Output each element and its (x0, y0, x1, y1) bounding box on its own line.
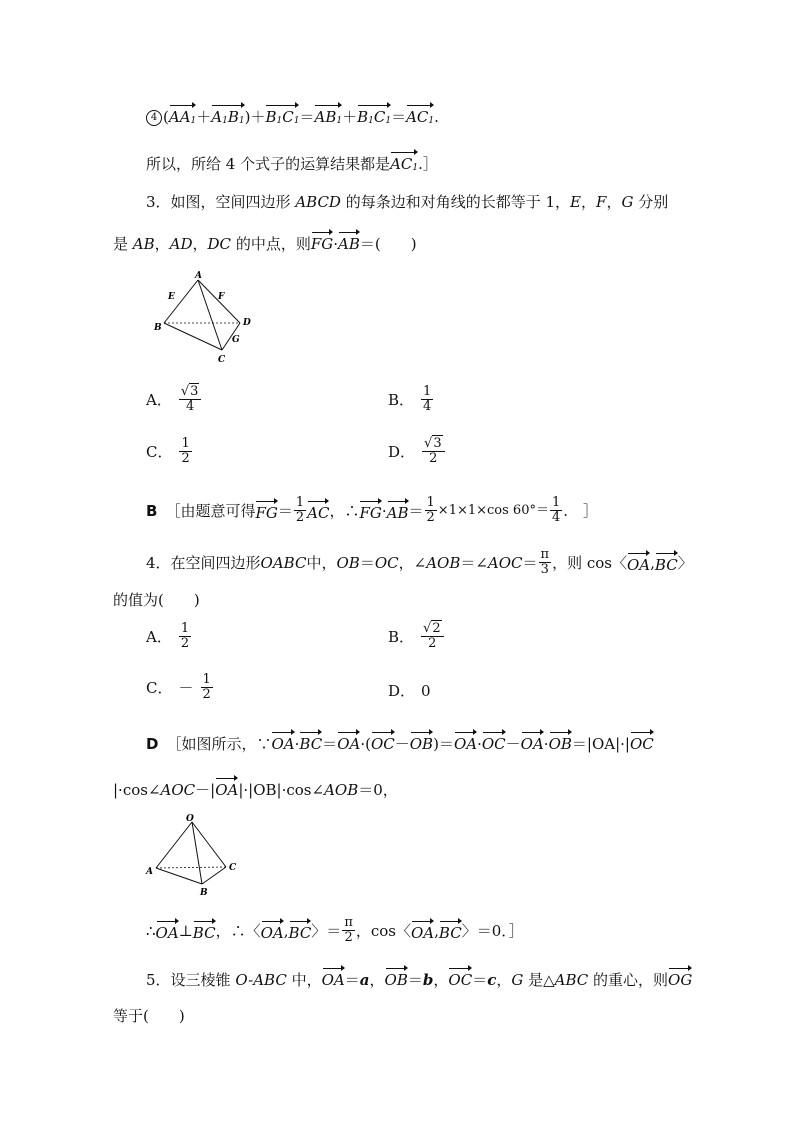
q4-option-b[interactable]: B． $\frac{√2}{2}$ (388, 622, 445, 651)
question-5-line-2: 等于( ) (113, 1007, 185, 1025)
conclusion-text: 所以，所给 4 个式子的运算结果都是 (146, 155, 391, 173)
circled-number: 4 (146, 110, 162, 126)
bracket-close: .］ (418, 155, 438, 173)
answer-4-line-3: ∴ OA ⊥ BC ，∴〈 OA , BC 〉＝ $\frac{\pi}{2}$ ，cos〈 OA , BC 〉＝0．］ (146, 915, 524, 945)
q4-option-d[interactable]: D． 0 (388, 681, 431, 700)
option-b[interactable]: B． $\frac{1}{4}$ (388, 384, 432, 414)
plus: ＋ (342, 108, 358, 126)
edge-bc (202, 867, 226, 884)
vector-ab1: AB1 (314, 103, 342, 130)
label-e: E (168, 292, 175, 302)
answer-3: B ［由题意可得 FG ＝ $\frac{1}{2}$ AC ，∴ FG · AB ＝ $\frac{1}{2}$ ×1×1×cos 60°＝ $\frac{1}{4}$ . ］ (146, 495, 599, 525)
vector-b1c1-2: B1C1 (357, 103, 391, 130)
question-4-line-1: 4．在空间四边形 OABC 中， OB ＝ OC ，∠ AOB ＝∠ AOC ＝ $\frac{\pi}{3}$ ，则 cos〈 OA , BC 〉 (146, 547, 693, 577)
option-d[interactable]: D． $\frac{√3}{2}$ (388, 437, 446, 466)
conclusion-line (146, 150, 438, 177)
answer-4-line-1: D ［如图所示，∵OA·BC＝OA·(OC－OB)＝OA·OC－OA·OB＝|OA|·|OC (146, 730, 654, 754)
vector-aa1: AA1 (169, 103, 196, 130)
question-3-line-2: 是 AB，AD，DC 的中点，则FG·AB＝( ) (113, 230, 417, 254)
vector-ac1-result: AC1 (390, 150, 418, 177)
edge-ac-hidden (156, 867, 226, 868)
equals: ＝ (299, 108, 315, 126)
paren-close: )＋ (244, 108, 266, 126)
edge-ob (192, 822, 202, 884)
label-g: G (232, 335, 240, 345)
edge-bc (164, 323, 222, 350)
question-4-line-2: 的值为( ) (113, 591, 200, 609)
label-c: C (229, 863, 237, 873)
expression-line-4 (146, 103, 439, 130)
label-f: F (218, 292, 225, 302)
label-d: D (243, 318, 251, 328)
edge-ac (198, 280, 222, 350)
vector-ac1: AC1 (406, 103, 434, 130)
question-3-line-1: 3．如图，空间四边形 ABCD 的每条边和对角线的长都等于 1，E，F，G 分别 (146, 193, 669, 211)
edge-ab (156, 868, 202, 884)
vector-a1b1: A1B1 (211, 103, 244, 130)
option-a[interactable]: A． $\frac{√3}{4}$ (146, 385, 202, 414)
answer-letter: D (146, 735, 159, 753)
edge-oc (192, 822, 226, 867)
label-b: B (200, 888, 208, 898)
vector-ab: AB (338, 230, 360, 254)
answer-4-line-2: |·cos∠AOC－|OA|·|OB|·cos∠AOB＝0， (113, 776, 398, 800)
label-a: A (146, 867, 153, 877)
label-c: C (218, 355, 226, 365)
tetrahedron-figure-abcd (150, 268, 260, 368)
vector-b1c1: B1C1 (265, 103, 299, 130)
tetrahedron-figure-oabc (140, 812, 250, 900)
edge-oa (156, 822, 192, 868)
label-b: B (154, 323, 162, 333)
equals: ＝ (391, 108, 407, 126)
label-o: O (186, 814, 194, 824)
paren: ( (163, 108, 169, 126)
vector-fg: FG (311, 230, 333, 254)
period: . (434, 108, 439, 126)
question-5-line-1: 5．设三棱锥 O-ABC 中，OA＝a，OB＝b，OC＝c，G 是△ABC 的重心，则OG (146, 966, 692, 990)
label-a: A (195, 271, 202, 281)
option-c[interactable]: C． $\frac{1}{2}$ (146, 436, 190, 466)
answer-letter: B (146, 501, 158, 520)
q4-option-c[interactable]: C． － $\frac{1}{2}$ (146, 672, 211, 702)
plus: ＋ (196, 108, 212, 126)
q4-option-a[interactable]: A． $\frac{1}{2}$ (146, 621, 190, 651)
